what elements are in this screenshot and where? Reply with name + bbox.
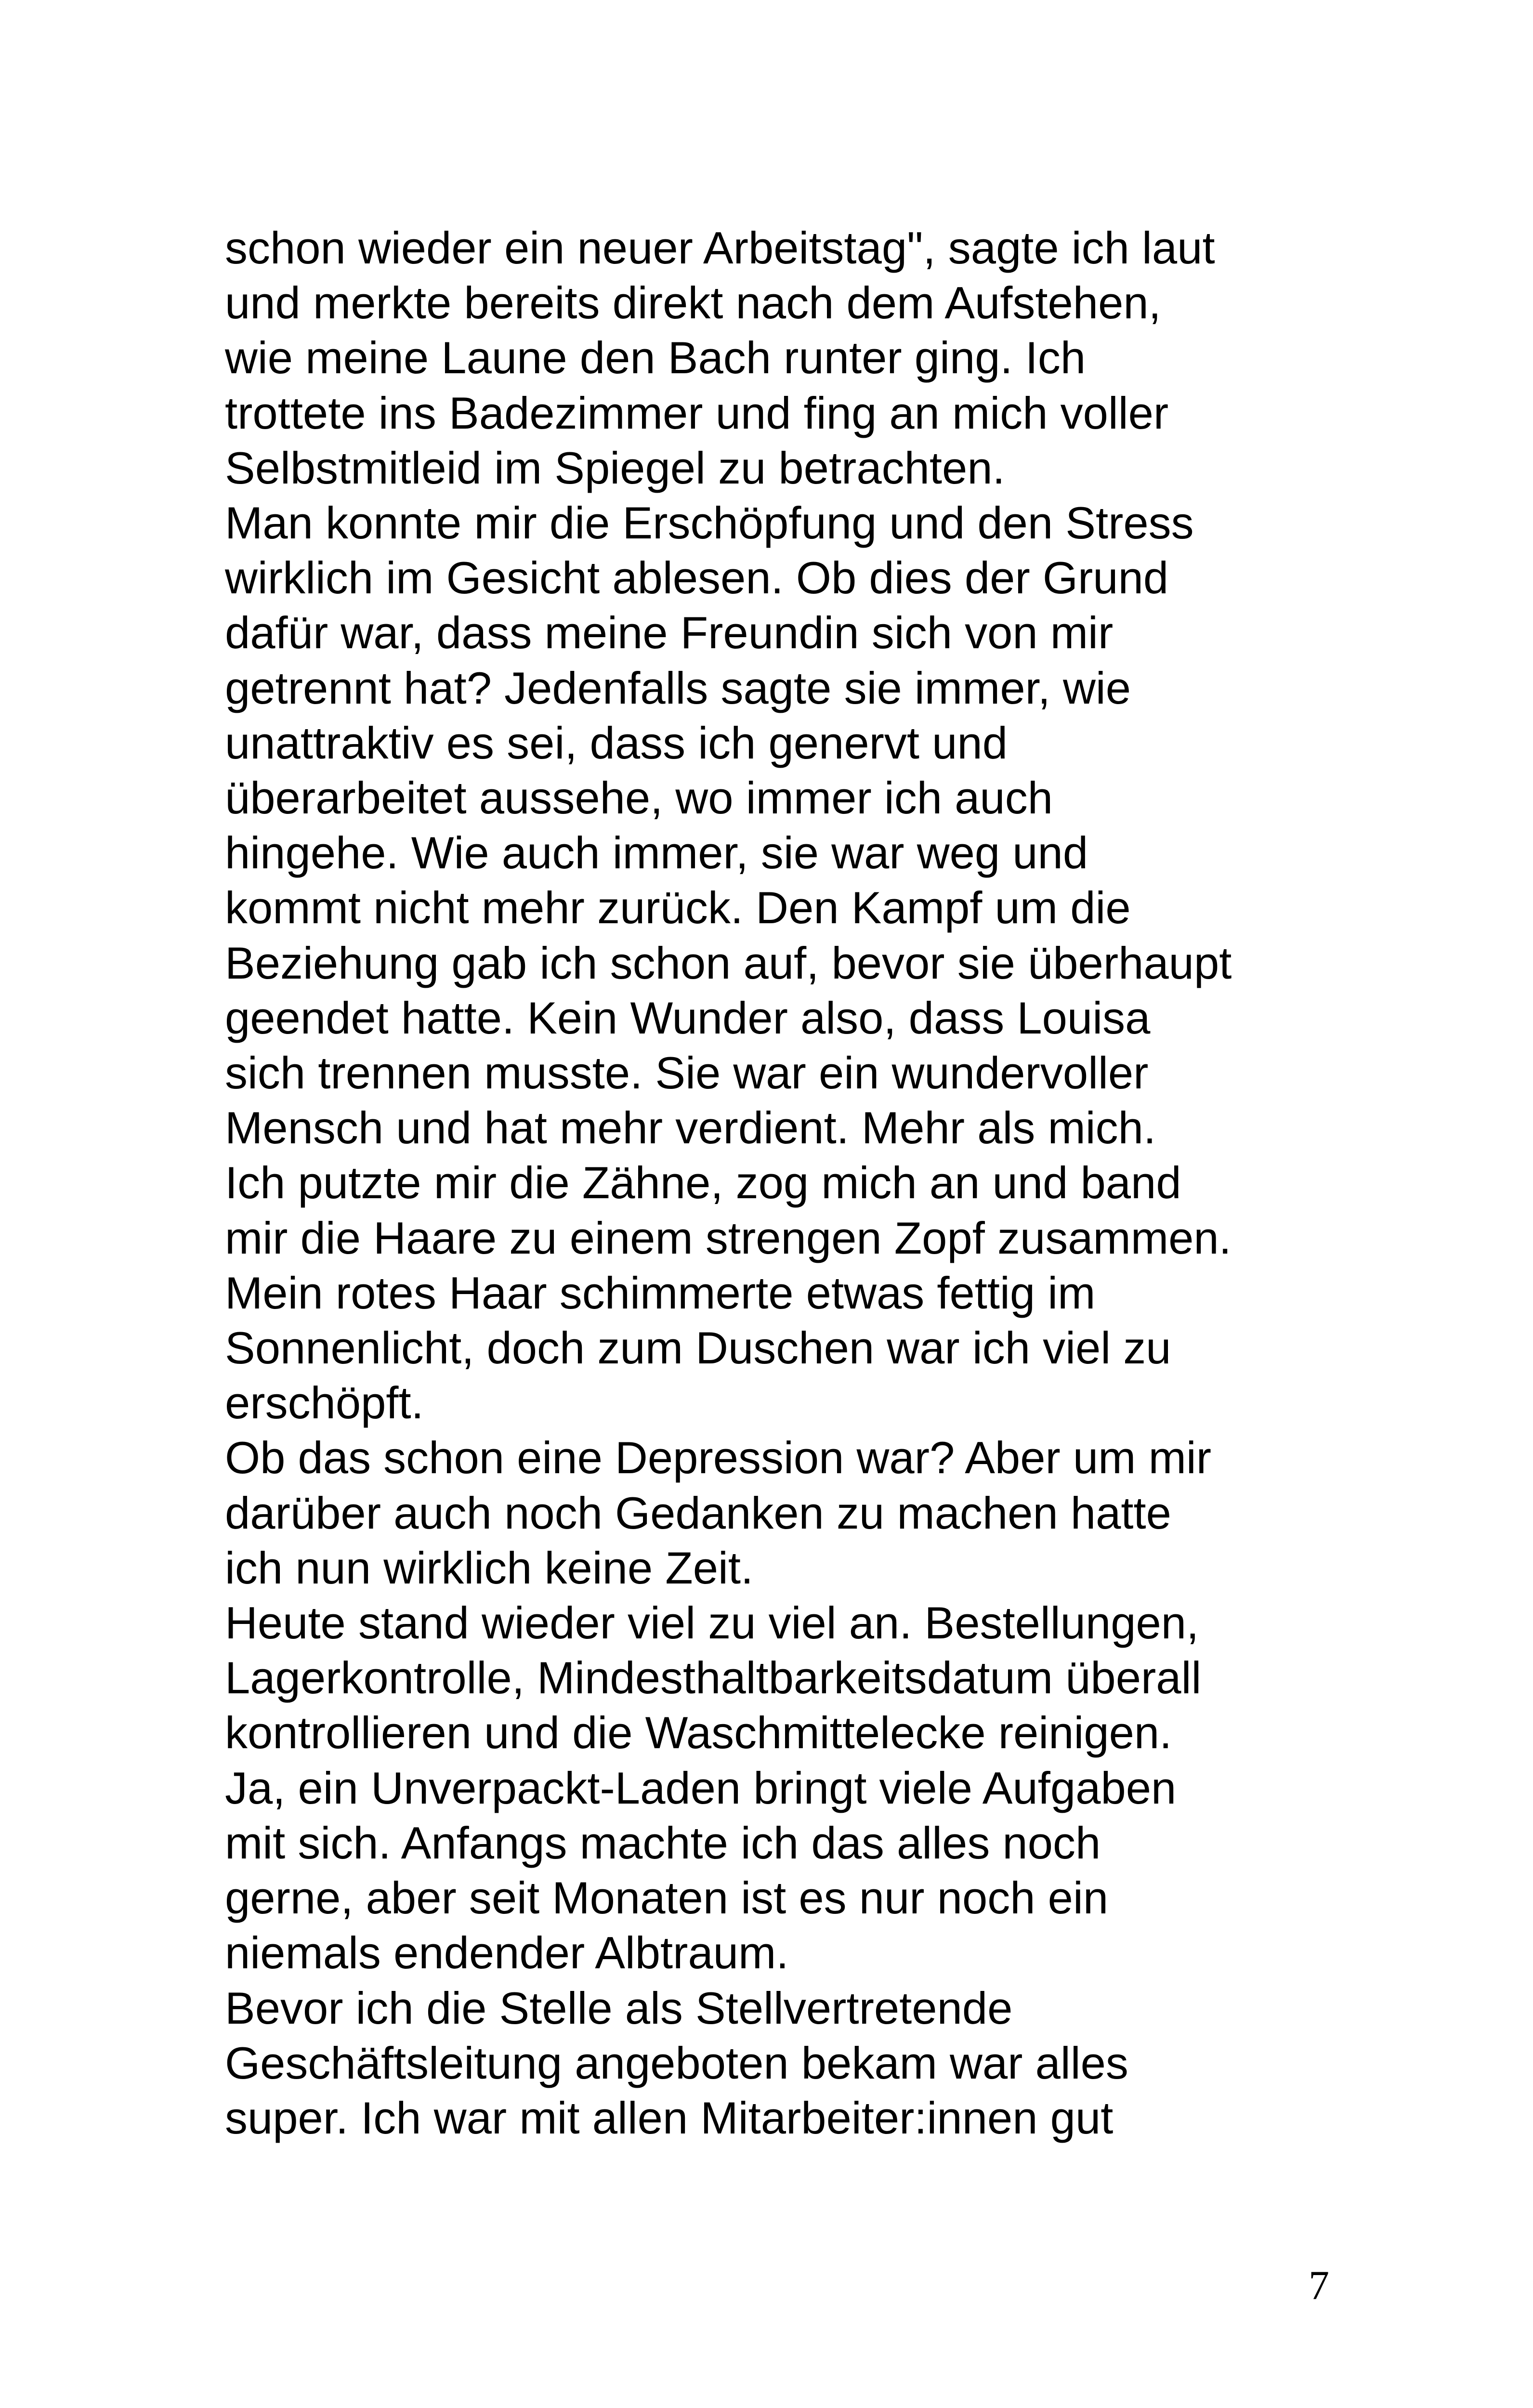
text-line: erschöpft. — [225, 1377, 424, 1428]
text-line: trottete ins Badezimmer und fing an mich voller — [225, 387, 1169, 438]
text-line: niemals endender Albtraum. — [225, 1927, 789, 1978]
text-line: unattraktiv es sei, dass ich genervt und — [225, 717, 1008, 768]
text-line: Ob das schon eine Depression war? Aber um mir — [225, 1432, 1212, 1483]
text-line: Ich putzte mir die Zähne, zog mich an und band — [225, 1157, 1181, 1208]
text-line: wirklich im Gesicht ablesen. Ob dies der Grund — [225, 552, 1169, 603]
text-line: dafür war, dass meine Freundin sich von mir — [225, 607, 1114, 658]
text-line: Mein rotes Haar schimmerte etwas fettig im — [225, 1267, 1096, 1318]
text-line: ich nun wirklich keine Zeit. — [225, 1542, 754, 1593]
body-text — [225, 221, 1333, 2146]
text-line: schon wieder ein neuer Arbeitstag", sagte ich laut — [225, 222, 1215, 273]
text-line: Mensch und hat mehr verdient. Mehr als mich. — [225, 1102, 1156, 1153]
page-number: 7 — [1309, 2262, 1329, 2308]
text-line: mir die Haare zu einem strengen Zopf zusammen. — [225, 1212, 1232, 1263]
text-line: super. Ich war mit allen Mitarbeiter:innen gut — [225, 2092, 1114, 2143]
text-line: Ja, ein Unverpackt-Laden bringt viele Aufgaben — [225, 1762, 1177, 1813]
text-line: Lagerkontrolle, Mindesthaltbarkeitsdatum überall — [225, 1652, 1202, 1703]
text-line: gerne, aber seit Monaten ist es nur noch ein — [225, 1872, 1109, 1924]
text-line: Selbstmitleid im Spiegel zu betrachten. — [225, 442, 1005, 493]
text-line: Bevor ich die Stelle als Stellvertretende — [225, 1982, 1013, 2033]
text-line: hingehe. Wie auch immer, sie war weg und — [225, 827, 1088, 878]
text-line: geendet hatte. Kein Wunder also, dass Louisa — [225, 992, 1151, 1043]
text-line: sich trennen musste. Sie war ein wundervoller — [225, 1047, 1149, 1099]
text-line: mit sich. Anfangs machte ich das alles noch — [225, 1817, 1101, 1868]
text-line: Geschäftsleitung angeboten bekam war alles — [225, 2037, 1128, 2088]
text-line: getrennt hat? Jedenfalls sagte sie immer, wie — [225, 662, 1131, 713]
text-line: Heute stand wieder viel zu viel an. Bestellungen, — [225, 1597, 1199, 1649]
text-line: kontrollieren und die Waschmittelecke reinigen. — [225, 1707, 1172, 1758]
text-line: wie meine Laune den Bach runter ging. Ich — [225, 332, 1086, 383]
text-line: Man konnte mir die Erschöpfung und den Stress — [225, 497, 1194, 549]
text-line: Beziehung gab ich schon auf, bevor sie überhaupt — [225, 937, 1232, 988]
text-line: überarbeitet aussehe, wo immer ich auch — [225, 772, 1053, 824]
text-line: und merkte bereits direkt nach dem Aufstehen, — [225, 277, 1161, 328]
text-line: darüber auch noch Gedanken zu machen hatte — [225, 1487, 1171, 1538]
text-line: Sonnenlicht, doch zum Duschen war ich viel zu — [225, 1322, 1171, 1374]
text-line: kommt nicht mehr zurück. Den Kampf um die — [225, 882, 1131, 933]
